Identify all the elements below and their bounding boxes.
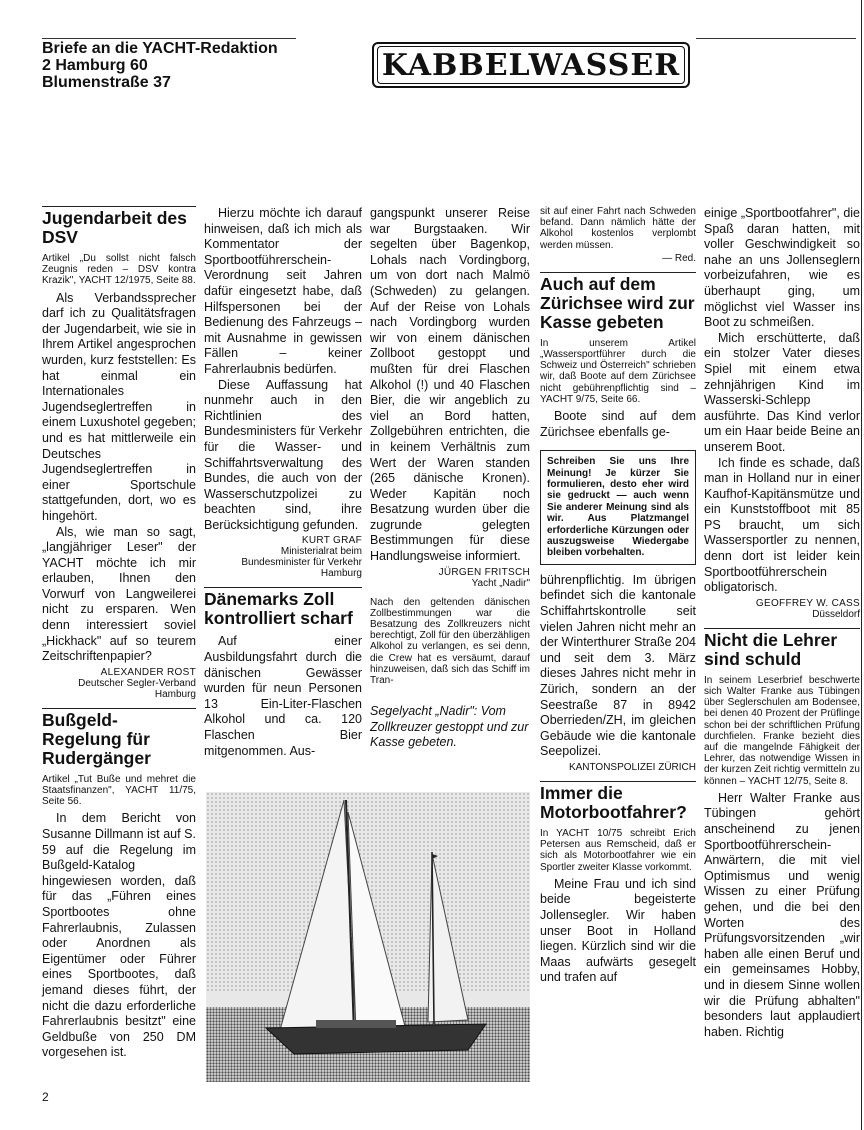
letter-signature xyxy=(704,598,860,620)
signature-name: GEOFFREY W. CASS xyxy=(755,597,860,609)
column-rule xyxy=(42,206,196,207)
headline: Bußgeld-Regelung für Rudergänger xyxy=(42,709,151,768)
column-3 xyxy=(370,206,530,751)
article-reference: Artikel „Du sollst nicht falsch Zeugnis reden – DSV kontra Krazik", YACHT 12/1975, Seite 88. xyxy=(42,253,196,287)
sailing-yacht-photo xyxy=(206,792,530,1082)
signature-city: Düsseldorf xyxy=(812,608,860,620)
column-5 xyxy=(704,206,860,1040)
letter-paragraph: Hierzu möchte ich darauf hinweisen, daß ich mich als Kommentator der Sportbootführerschein-Verordnung seit Jahren dafür eingesetzt habe, daß Hilfspersonen bei der Bedienung des Fahrzeugs – mit Ausnahme in gewissen Fällen – keiner Fahrerlaubnis bedürfen. xyxy=(204,206,362,376)
signature-name: ALEXANDER ROST xyxy=(100,666,196,678)
page-number: 2 xyxy=(42,1090,49,1104)
letter-paragraph: Mich erschütterte, daß ein stolzer Vater dieses Spiel mit einem etwa zehnjährigen Kind im Wasserski-Schlepp ausführte. Das Kind verlor um ein Haar beide Beine an unserem Boot. xyxy=(704,330,860,454)
column-rule xyxy=(204,587,362,588)
signature-org: Deutscher Segler-Verband xyxy=(78,677,196,689)
letter-paragraph: Als, wie man so sagt, „langjähriger Leser" der YACHT möchte ich mir erlauben, Ihnen den Vorwurf von Langweilerei nicht zu ersparen. Wen denn interessiert soviel „Hickhack" auf so teurem Zeitschriftenpapier? xyxy=(42,524,196,664)
letter-paragraph: Als Verbandssprecher darf ich zu Qualitätsfragen der Jugendarbeit, wie sie in Ihrem Artikel angesprochen wurden, kurz feststellen: Es hat einmal ein Internationales Jugendseglertreffen in einem Luxushotel gegeben; und es hat mittlerweile ein Deutsches Jugendseglertreffen in einer Sportschule stattgefunden, dort, wo es hingehört. xyxy=(42,290,196,523)
column-rule xyxy=(540,781,696,782)
letter-paragraph: In dem Bericht von Susanne Dillmann ist auf S. 59 auf die Regelung im Bußgeld-Katalog hingewiesen worden, daß für das „Führen eines Sportbootes ohne Fahrerlaubnis, Zulassen oder Anordnen als Eigentümer oder Führer eines Sportbootes, daß jemand dieses führt, der nicht die dazu erforderliche Fahrerlaubnis besitzt" eine Geldbuße von 250 DM vorgesehen ist. xyxy=(42,811,196,1060)
headline: Nicht die Lehrer sind schuld xyxy=(704,629,838,669)
column-1 xyxy=(42,206,196,1061)
letter-signature xyxy=(204,535,362,579)
letter-paragraph: gangspunkt unserer Reise war Burgstaaken. Wir segelten über Bagenkop, Lohals nach Vordingborg, um von dort nach Malmö (Schweden) zu gelangen. Auf der Reise von Lohals nach Vordingborg wurden wir von einem dänischen Zollboot gestoppt und mußten für drei Flaschen Alkohol (!) und 40 Flaschen Bier, die wir angeblich zu viel an Bord hatten, Zollgebühren entrichten, die in keinem Verhältnis zum Wert der Waren standen (265 dänische Kronen). Weder Kapitän noch Besatzung wurden über die zugrunde gelegten Bestimmungen für diese Handlungsweise informiert. xyxy=(370,206,530,564)
editorial-address xyxy=(42,40,278,91)
column-2 xyxy=(204,206,362,759)
masthead-rule-left xyxy=(42,38,296,39)
reader-notice-box: Schreiben Sie uns Ihre Meinung! Je kürzer Sie formulieren, desto eher wird sie gedruckt — auch wenn Sie anderer Meinung sind als wir. Aus Platzmangel erforderliche Kürzungen oder auszugsweise Wiedergabe bleiben vorbehalten. xyxy=(540,450,696,565)
kabbelwasser-logo xyxy=(372,42,690,88)
page-edge-line xyxy=(861,0,862,1130)
letter-paragraph: bührenpflichtig. Im übrigen befindet sich die kantonale Schiffahrtskontrolle seit vielen Jahren nicht mehr an der Winterthurer Straße 204 und seit dem 3. März dieses Jahres nicht mehr in Zürich, sondern an der Seestraße 87 in 8942 Oberrieden/ZH, im gleichen Gebäude wie die kantonale Seepolizei. xyxy=(540,572,696,759)
letter-signature xyxy=(370,567,530,589)
hull xyxy=(266,1024,486,1054)
headline: Immer die Motorbootfahrer? xyxy=(540,783,687,822)
editorial-signature: — Red. xyxy=(662,252,696,264)
column-rule xyxy=(42,708,196,709)
letter-paragraph: Meine Frau und ich sind beide begeisterte Jollensegler. Wir haben unser Boot in Holland liegen. Kürzlich sind wir die Maas aufwärts gesegelt und trafen auf xyxy=(540,876,696,985)
editorial-note: Nach den geltenden dänischen Zollbestimmungen war die Besatzung des Zollkreuzers nicht berechtigt, Zoll für den überzähligen Alkohol zu verlangen, es sei denn, die Crew hat es versäumt, darauf hinzuweisen, daß sich das Schiff im Tran- xyxy=(370,596,530,687)
article-reference: In unserem Artikel „Wassersportführer durch die Schweiz und Österreich" schrieben wir, daß Boote auf dem Zürichsee nicht gebührenpflichtig sind – YACHT 9/75, Seite 66. xyxy=(540,337,696,405)
logo-text: KABBELWASSER xyxy=(377,46,685,84)
cabin xyxy=(316,1020,396,1028)
column-4 xyxy=(540,206,696,986)
editorial-note: sit auf einer Fahrt nach Schweden befand. Dann nämlich hätte der Alkohol kostenlos verplombt werden müssen. xyxy=(540,206,696,251)
signature-city: Hamburg xyxy=(320,568,362,580)
signature-name: JÜRGEN FRITSCH xyxy=(438,566,530,578)
signature-name: KURT GRAF xyxy=(301,535,362,547)
address-line: 2 Hamburg 60 xyxy=(42,57,148,74)
masthead-rule-right xyxy=(696,38,856,39)
letter-paragraph: Boote sind auf dem Zürichsee ebenfalls ge- xyxy=(540,409,696,439)
signature-org: Bundesminister für Verkehr xyxy=(241,557,362,569)
article-reference: In YACHT 10/75 schreibt Erich Petersen aus Remscheid, daß er sich als Motorbootfahrer wie ein Sportler zweiter Klasse vorkommt. xyxy=(540,828,696,873)
headline: Jugendarbeit des DSV xyxy=(42,208,187,247)
article-reference: In seinem Leserbrief beschwerte sich Walter Franke aus Tübingen über Seglerschulen am Bodensee, bei denen 40 Prozent der Prüflinge schon bei der schriftlichen Prüfung durchfielen. Franke bezieht dies auf die mangelnde Fähigkeit der Lehrer, das notwendige Wissen in der kurzen Zeit richtig vermitteln zu können – YACHT 12/75, Seite 8. xyxy=(704,674,860,787)
letter-paragraph: Herr Walter Franke aus Tübingen gehört anscheinend zu jenen Sportbootführerschein-Anwärtern, die mit viel Optimismus und wenig Wissen zu einer Prüfung gehen, und die bei den Worten des Prüfungsvorsitzenden „wir haben alle einen Beruf und ein gemeinsames Hobby, und in diesem Sinne wollen wir die Prüfung abhalten" besonders laut applaudiert haben. Richtig xyxy=(704,790,860,1039)
letter-paragraph: Auf einer Ausbildungsfahrt durch die dänischen Gewässer wurden für neun Personen 13 Ein-Liter-Flaschen Alkohol und ca. 120 Flaschen Bier mitgenommen. Aus- xyxy=(204,634,362,758)
headline: Auch auf dem Zürichsee wird zur Kasse gebeten xyxy=(540,273,695,332)
photo-caption: Segelyacht „Nadir": Vom Zollkreuzer gestoppt und zur Kasse gebeten. xyxy=(370,704,529,750)
letter-paragraph: einige „Sportbootfahrer", die Spaß daran hatten, mit voller Geschwindigkeit so nahe an uns Jollenseglern vorbeizufahren, wie es überhaupt ging, um möglichst viel Wasser ins Boot zu schmeißen. xyxy=(704,206,860,330)
signature-yacht: Yacht „Nadir" xyxy=(471,577,530,589)
address-line: Briefe an die YACHT-Redaktion xyxy=(42,40,278,57)
signature-title: Ministerialrat beim xyxy=(280,546,362,558)
letter-signature: KANTONSPOLIZEI ZÜRICH xyxy=(568,762,696,773)
column-rule xyxy=(540,272,696,273)
signature-city: Hamburg xyxy=(154,688,196,700)
column-rule xyxy=(704,628,860,629)
article-reference: Artikel „Tut Buße und mehret die Staatsfinanzen", YACHT 11/75, Seite 56. xyxy=(42,773,196,808)
letter-paragraph: Diese Auffassung hat nunmehr auch in den Richtlinien des Bundesministers für Verkehr für die Wasser- und Schiffahrtsverwaltung des Bundes, die auch von der Wasserschutzpolizei zu beachten sind, ihre Berücksichtigung gefunden. xyxy=(204,377,362,532)
letter-paragraph: Ich finde es schade, daß man in Holland nur in einer Kaufhof-Kapitänsmütze und ein Kunststoffboot mit 85 PS braucht, um sich Wassersportler zu nennen, denn dort ist leider kein Sportbootführerschein obligatorisch. xyxy=(704,455,860,595)
address-line: Blumenstraße 37 xyxy=(42,74,171,91)
letter-signature xyxy=(42,667,196,700)
headline: Dänemarks Zoll kontrolliert scharf xyxy=(204,589,353,629)
